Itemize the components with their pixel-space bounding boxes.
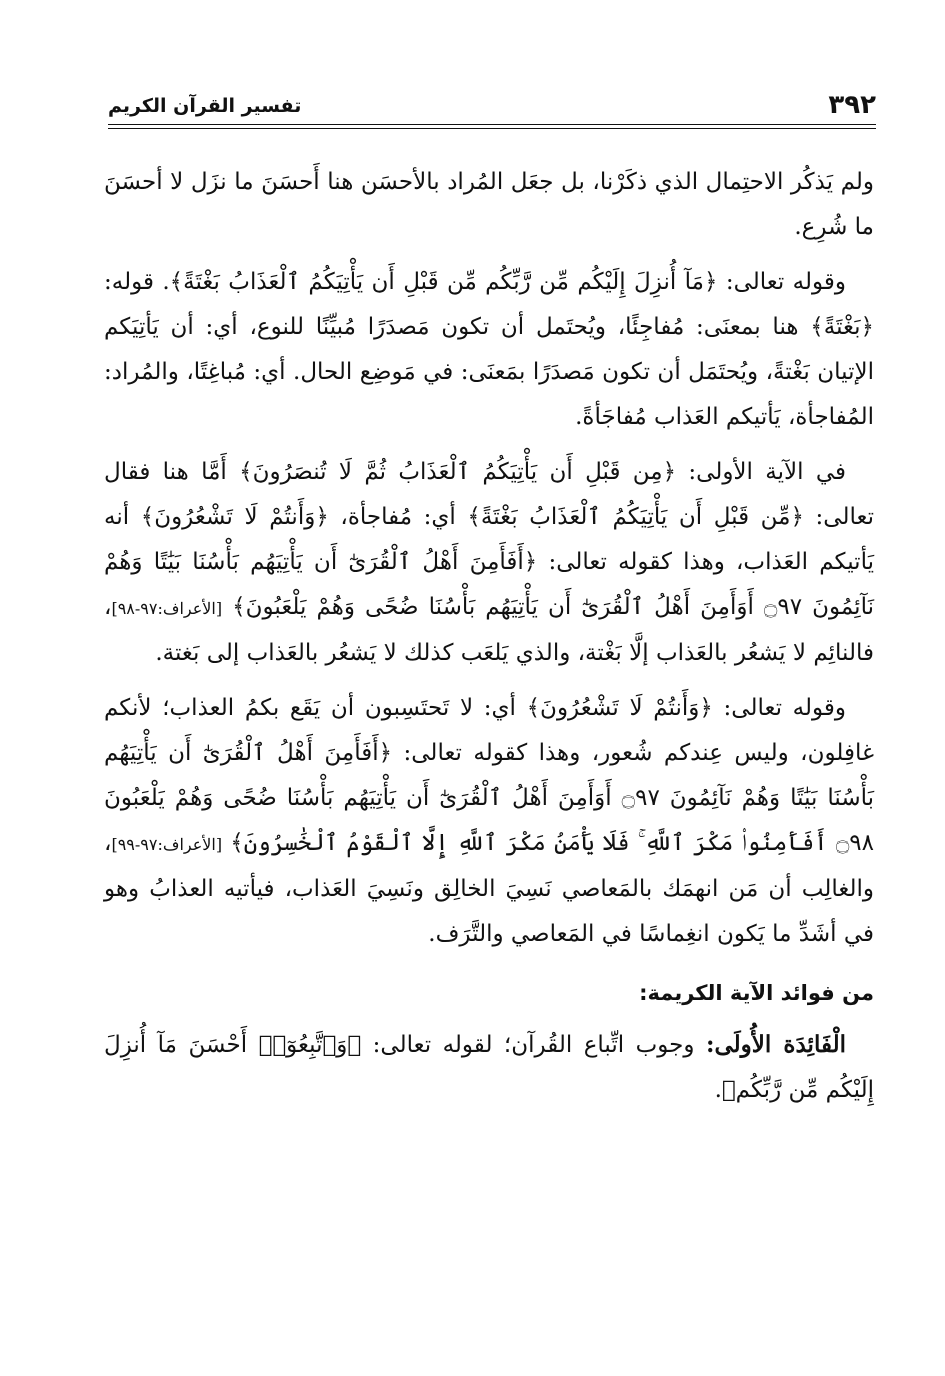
paragraph-3-text: في الآية الأولى: ﴿مِن قَبْلِ أَن يَأْتِيَكُمُ ٱلْعَذَابُ ثُمَّ لَا تُنصَرُونَ﴾ أَمَّا هنا فقال تعالى: ﴿مِّن قَبْلِ أَن يَأْتِيَكُمُ ٱلْعَذَابُ بَغْتَةً﴾ أي: مُفاجأة، ﴿وَأَنتُمْ لَا تَشْعُرُونَ﴾ أنه يَأتيكم العَذاب، وهذا كقوله تعالى: ﴿أَفَأَمِنَ أَهْلُ ٱلْقُرَىٰٓ أَن يَأْتِيَهُم بَأْسُنَا بَيَٰتًا وَهُمْ نَآئِمُونَ ۝٩٧ أَوَأَمِنَ أَهْلُ ٱلْقُرَىٰٓ أَن يَأْتِيَهُم بَأْسُنَا ضُحًى وَهُمْ يَلْعَبُونَ﴾ (104, 459, 874, 620)
verse-reference: [الأعراف:٩٧-٩٨] (111, 599, 223, 618)
book-title: تفسير القرآن الكريم (108, 95, 302, 117)
paragraph-2: وقوله تعالى: ﴿مَآ أُنزِلَ إِلَيْكُم مِّن رَّبِّكُم مِّن قَبْلِ أَن يَأْتِيَكُمُ ٱلْعَذَابُ بَغْتَةً﴾. قوله: ﴿بَغْتَةً﴾ هنا بمعنَى: مُفاجِئًا، ويُحتَمل أن تكون مَصدَرًا مُبيِّنًا للنوع، أي: أن يَأتِيَكم الإتيان بَغْتةً، ويُحتَمَل أن تكون مَصدَرًا بمَعنَى: في مَوضِع الحال. أي: مُباغِتًا، والمُراد: المُفاجأة، يَأتيكم العَذاب مُفاجَأةً. (104, 269, 874, 430)
paragraph-3 (104, 450, 874, 676)
paragraph-3-tail: ، فالنائِم لا يَشعُر بالعَذاب إلَّا بَغْتة، والذي يَلعَب كذلك لا يَشعُر بالعَذاب إلى بَغتة. (104, 594, 874, 666)
benefit-1 (104, 1022, 874, 1113)
paragraph-4-text: وقوله تعالى: ﴿وَأَنتُمْ لَا تَشْعُرُونَ﴾ أي: لا تَحتَسِبون أن يَقَع بكمُ العذاب؛ لأنكم غافِلون، وليس عِندكم شُعور، وهذا كقوله تعالى: ﴿أَفَأَمِنَ أَهْلُ ٱلْقُرَىٰٓ أَن يَأْتِيَهُم بَأْسُنَا بَيَٰتًا وَهُمْ نَآئِمُونَ ۝٩٧ أَوَأَمِنَ أَهْلُ ٱلْقُرَىٰٓ أَن يَأْتِيَهُم بَأْسُنَا ضُحًى وَهُمْ يَلْعَبُونَ ۝٩٨ أَفَأَمِنُوا۟ مَكْرَ ٱللَّهِ ۚ فَلَا يَأْمَنُ مَكْرَ ٱللَّهِ إِلَّا ٱلْقَوْمُ ٱلْخَٰسِرُونَ﴾ (104, 695, 875, 856)
paragraph-1: ولم يَذكُر الاحتِمال الذي ذكَرْنا، بل جعَل المُراد بالأحسَن هنا أَحسَنَ ما نزَل لا أحسَنَ ما شُرِع. (104, 169, 874, 240)
verse-reference: [الأعراف:٩٧-٩٩] (111, 835, 223, 854)
benefit-1-text: وجوب اتِّباع القُرآن؛ لقوله تعالى: ﴿وَٱتَّبِعُوٓا۟ أَحْسَنَ مَآ أُنزِلَ إِلَيْكُم مِّن رَّبِّكُم﴾. (104, 1032, 874, 1103)
page-header (108, 90, 876, 124)
header-rule (108, 124, 876, 125)
benefit-1-label: الْفَائِدَة الأُولَى: (705, 1031, 847, 1058)
page-number: ٣٩٢ (828, 90, 876, 120)
section-heading: من فوائد الآية الكريمة: (639, 981, 874, 1005)
paragraph-4 (104, 686, 874, 957)
header-rule-thin (108, 128, 876, 129)
page-body (104, 160, 874, 1123)
paragraph-4-tail: ، والغالِب أن مَن انهمَك بالمَعاصي نَسِيَ الخالِق ونَسِيَ العَذاب، فيأتيه العذابُ وهو في أشَدِّ ما يَكون انغِماسًا في المَعاصي والتَّرَف. (104, 830, 874, 947)
